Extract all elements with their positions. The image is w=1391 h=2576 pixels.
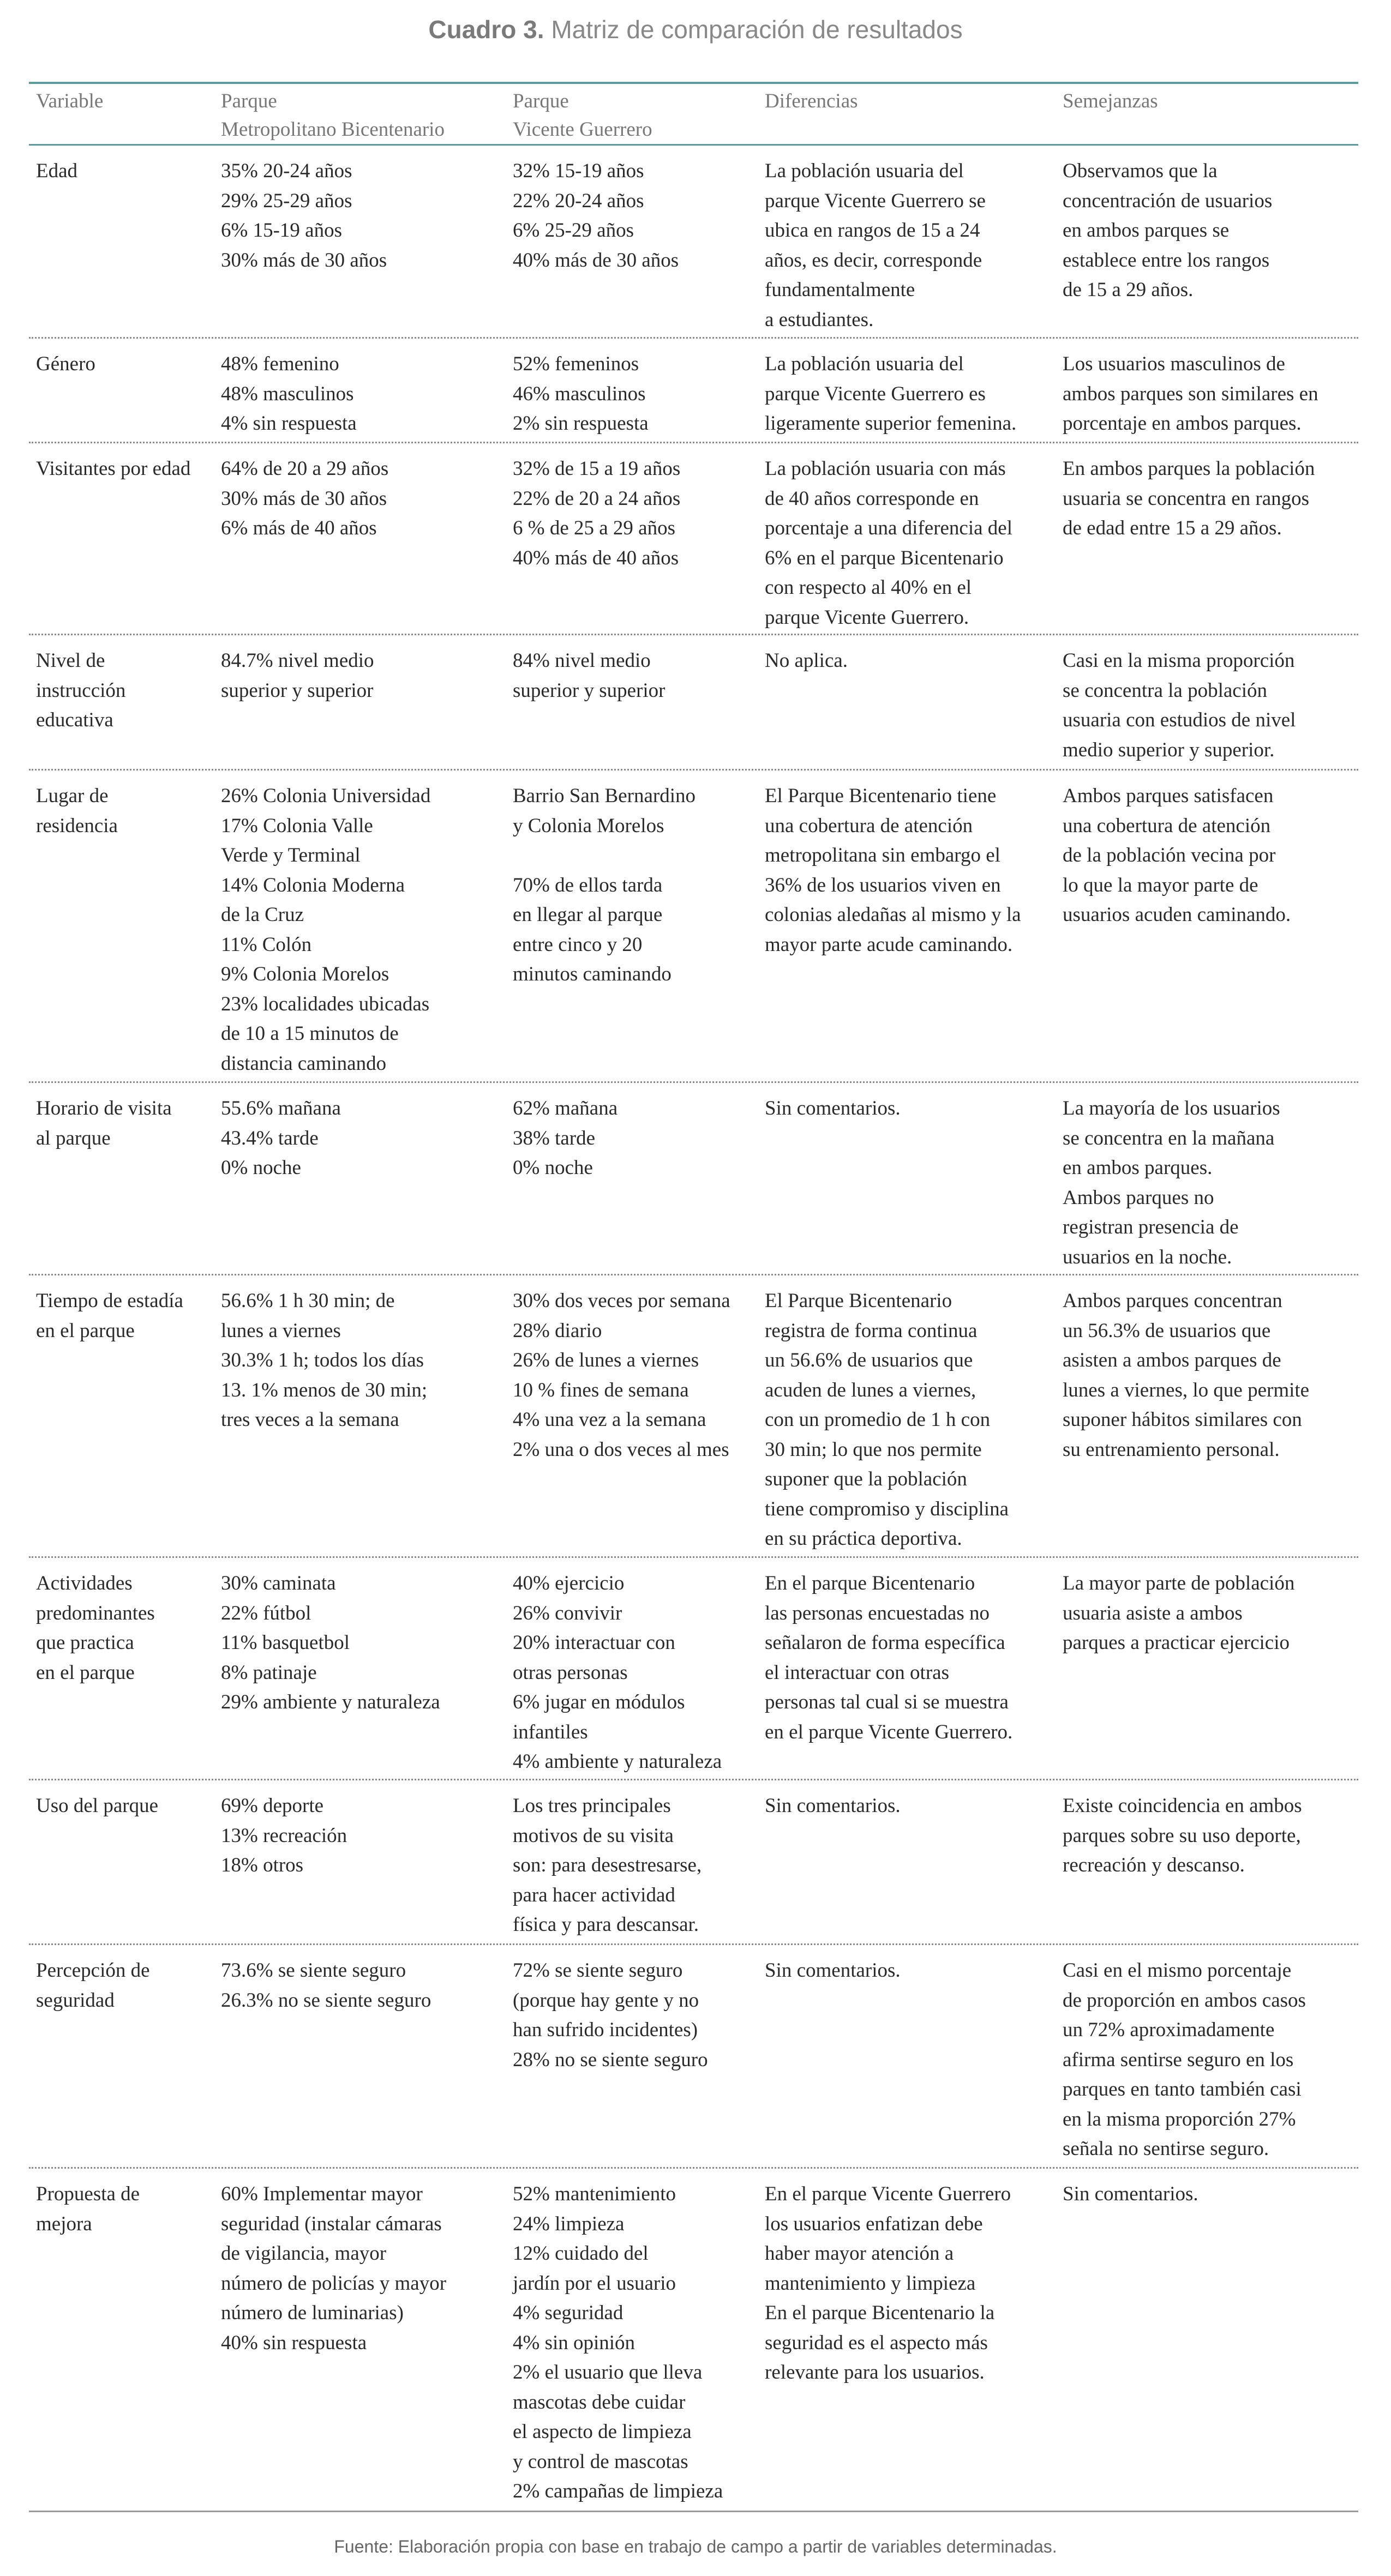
cell-diferencias: Sin comentarios.: [765, 1959, 901, 1982]
cell-guerrero: Los tres principales motivos de su visita son: para desestresarse, para hacer actividad física y para descansar.: [513, 1795, 702, 1936]
cell-guerrero: 52% mantenimiento 24% limpieza 12% cuidado del jardín por el usuario 4% seguridad 4% sin opinión 2% el usuario que lleva mascotas debe cuidar el aspecto de limpieza y control de mascotas 2% campañas de limpieza: [513, 2183, 723, 2502]
table-row-genero: [0, 339, 1391, 443]
cell-guerrero: 40% ejercicio 26% convivir 20% interactuar con otras personas 6% jugar en módulos infantiles 4% ambiente y naturaleza: [513, 1572, 722, 1773]
table-row-propuesta: [0, 2169, 1391, 2511]
cell-variable: Actividades predominantes que practica en el parque: [36, 1572, 155, 1684]
table-row-edad: [0, 146, 1391, 339]
table-row-visitantes: [0, 443, 1391, 635]
cell-guerrero: 30% dos veces por semana 28% diario 26% de lunes a viernes 10 % fines de semana 4% una vez a la semana 2% una o dos veces al mes: [513, 1290, 730, 1461]
cell-diferencias: La población usuaria del parque Vicente Guerrero es ligeramente superior femenina.: [765, 353, 1017, 435]
table-row-horario: [0, 1083, 1391, 1275]
cell-guerrero: Barrio San Bernardino y Colonia Morelos 70% de ellos tarda en llegar al parque entre cinco y 20 minutos caminando: [513, 785, 696, 985]
table-caption: Matriz de comparación de resultados: [551, 15, 963, 44]
cell-diferencias: El Parque Bicentenario tiene una cobertura de atención metropolitana sin embargo el 36% de los usuarios viven en colonias aledañas al mismo y la mayor parte acude caminando.: [765, 785, 1021, 956]
cell-variable: Propuesta de mejora: [36, 2183, 140, 2235]
cell-variable: Percepción de seguridad: [36, 1959, 150, 2012]
cell-semejanzas: En ambos parques la población usuaria se concentra en rangos de edad entre 15 a 29 años.: [1063, 458, 1315, 539]
cell-semejanzas: Sin comentarios.: [1063, 2183, 1198, 2205]
table-row-uso: [0, 1780, 1391, 1945]
cell-bicentenario: 84.7% nivel medio superior y superior: [221, 649, 374, 702]
cell-bicentenario: 69% deporte 13% recreación 18% otros: [221, 1795, 347, 1876]
cell-diferencias: El Parque Bicentenario registra de forma continua un 56.6% de usuarios que acuden de lunes a viernes, con un promedio de 1 h con 30 min; lo que nos permite suponer que la población tiene compromiso y disciplina en su práctica deportiva.: [765, 1290, 1009, 1550]
header-semejanzas: Semejanzas: [1063, 90, 1158, 112]
cell-bicentenario: 56.6% 1 h 30 min; de lunes a viernes 30.3% 1 h; todos los días 13. 1% menos de 30 min; tres veces a la semana: [221, 1290, 428, 1431]
cell-semejanzas: Observamos que la concentración de usuarios en ambos parques se establece entre los rangos de 15 a 29 años.: [1063, 160, 1273, 301]
table-row-actividades: [0, 1558, 1391, 1780]
cell-guerrero: 84% nivel medio superior y superior: [513, 649, 665, 702]
cell-semejanzas: Ambos parques concentran un 56.3% de usuarios que asisten a ambos parques de lunes a viernes, lo que permite suponer hábitos similares con su entrenamiento personal.: [1063, 1290, 1310, 1461]
table-row-seguridad: [0, 1945, 1391, 2169]
cell-guerrero: 72% se siente seguro (porque hay gente y no han sufrido incidentes) 28% no se siente seguro: [513, 1959, 708, 2071]
cell-bicentenario: 48% femenino 48% masculinos 4% sin respuesta: [221, 353, 357, 435]
source-note: Fuente: Elaboración propia con base en trabajo de campo a partir de variables determinadas.: [334, 2537, 1057, 2556]
cell-variable: Lugar de residencia: [36, 785, 118, 837]
cell-variable: Nivel de instrucción educativa: [36, 649, 126, 731]
header-variable: Variable: [36, 90, 104, 112]
header-guerrero: Parque Vicente Guerrero: [513, 90, 652, 141]
cell-diferencias: La población usuaria del parque Vicente Guerrero se ubica en rangos de 15 a 24 años, es decir, corresponde fundamentalmente a estudiantes.: [765, 160, 986, 331]
cell-semejanzas: Casi en la misma proporción se concentra la población usuaria con estudios de nivel medio superior y superior.: [1063, 649, 1296, 761]
table-title: [0, 13, 1391, 46]
header-diferencias: Diferencias: [765, 90, 858, 112]
cell-bicentenario: 73.6% se siente seguro 26.3% no se siente seguro: [221, 1959, 431, 2012]
header-bicentenario: Parque Metropolitano Bicentenario: [221, 90, 445, 141]
table-number: Cuadro 3.: [428, 15, 544, 44]
cell-variable: Tiempo de estadía en el parque: [36, 1290, 183, 1342]
cell-semejanzas: Los usuarios masculinos de ambos parques son similares en porcentaje en ambos parques.: [1063, 353, 1318, 435]
cell-bicentenario: 35% 20-24 años 29% 25-29 años 6% 15-19 años 30% más de 30 años: [221, 160, 387, 272]
cell-diferencias: Sin comentarios.: [765, 1795, 901, 1817]
cell-bicentenario: 26% Colonia Universidad 17% Colonia Valle Verde y Terminal 14% Colonia Moderna de la Cruz 11% Colón 9% Colonia Morelos 23% localidades ubicadas de 10 a 15 minutos de distancia caminando: [221, 785, 431, 1075]
table-top-rule: [29, 82, 1358, 84]
table-bottom-rule: [29, 2511, 1358, 2512]
cell-bicentenario: 64% de 20 a 29 años 30% más de 30 años 6% más de 40 años: [221, 458, 389, 539]
cell-diferencias: En el parque Vicente Guerrero los usuarios enfatizan debe haber mayor atención a mantenimiento y limpieza En el parque Bicentenario la seguridad es el aspecto más relevante para los usuarios.: [765, 2183, 1011, 2384]
cell-semejanzas: Existe coincidencia en ambos parques sobre su uso deporte, recreación y descanso.: [1063, 1795, 1302, 1876]
table-row-estadia: [0, 1275, 1391, 1558]
table-header-row: [0, 87, 1391, 144]
cell-semejanzas: La mayoría de los usuarios se concentra en la mañana en ambos parques. Ambos parques no registran presencia de usuarios en la noche.: [1063, 1097, 1280, 1268]
table-row-residencia: [0, 771, 1391, 1083]
cell-bicentenario: 55.6% mañana 43.4% tarde 0% noche: [221, 1097, 341, 1179]
cell-variable: Uso del parque: [36, 1795, 158, 1817]
cell-variable: Horario de visita al parque: [36, 1097, 172, 1149]
cell-guerrero: 32% de 15 a 19 años 22% de 20 a 24 años 6 % de 25 a 29 años 40% más de 40 años: [513, 458, 681, 569]
cell-guerrero: 62% mañana 38% tarde 0% noche: [513, 1097, 618, 1179]
cell-semejanzas: Ambos parques satisfacen una cobertura de atención de la población vecina por lo que la mayor parte de usuarios acuden caminando.: [1063, 785, 1291, 926]
cell-semejanzas: Casi en el mismo porcentaje de proporción en ambos casos un 72% aproximadamente afirma sentirse seguro en los parques en tanto también casi en la misma proporción 27% señala no sentirse seguro.: [1063, 1959, 1306, 2160]
cell-diferencias: En el parque Bicentenario las personas encuestadas no señalaron de forma específica el interactuar con otras personas tal cual si se muestra en el parque Vicente Guerrero.: [765, 1572, 1013, 1743]
cell-semejanzas: La mayor parte de población usuaria asiste a ambos parques a practicar ejercicio: [1063, 1572, 1295, 1654]
cell-guerrero: 32% 15-19 años 22% 20-24 años 6% 25-29 años 40% más de 30 años: [513, 160, 679, 272]
cell-variable: Visitantes por edad: [36, 458, 191, 480]
table-row-instruccion: [0, 635, 1391, 771]
cell-guerrero: 52% femeninos 46% masculinos 2% sin respuesta: [513, 353, 649, 435]
cell-diferencias: La población usuaria con más de 40 años corresponde en porcentaje a una diferencia del 6% en el parque Bicentenario con respecto al 40% en el parque Vicente Guerrero.: [765, 458, 1013, 629]
cell-bicentenario: 30% caminata 22% fútbol 11% basquetbol 8% patinaje 29% ambiente y naturaleza: [221, 1572, 440, 1713]
cell-variable: Edad: [36, 160, 78, 182]
cell-diferencias: No aplica.: [765, 649, 848, 672]
cell-variable: Género: [36, 353, 95, 375]
cell-bicentenario: 60% Implementar mayor seguridad (instalar cámaras de vigilancia, mayor número de policías y mayor número de luminarias) 40% sin respuesta: [221, 2183, 447, 2354]
cell-diferencias: Sin comentarios.: [765, 1097, 901, 1120]
